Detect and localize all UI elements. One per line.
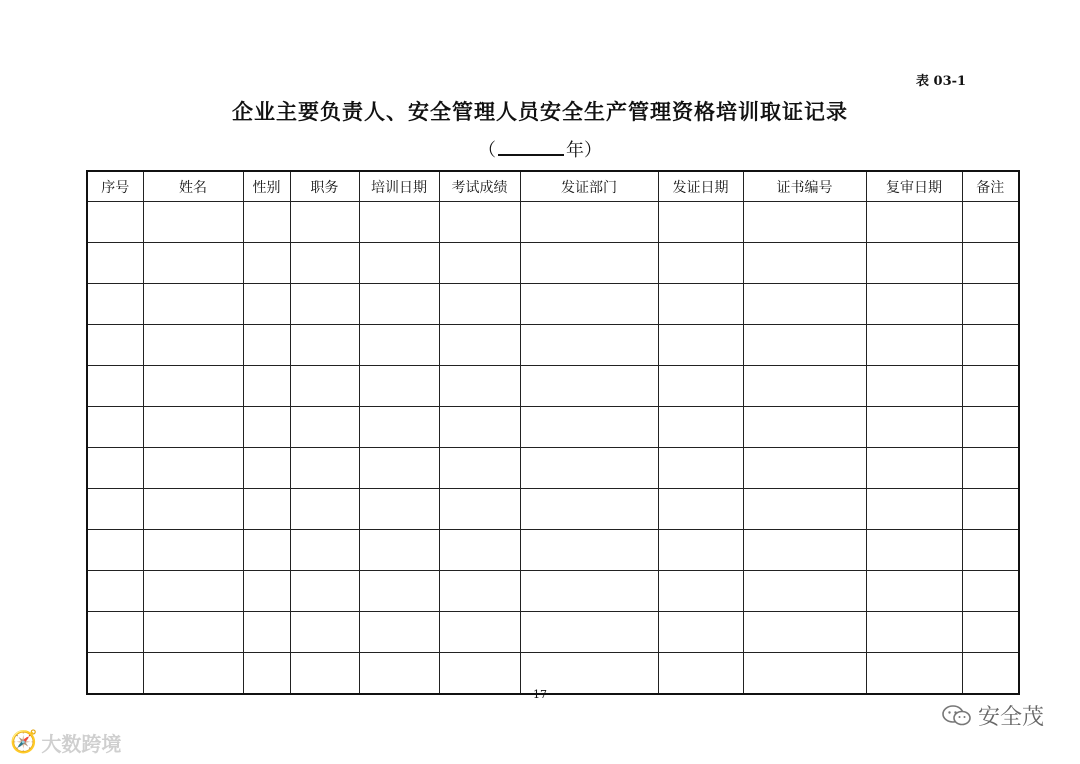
table-cell (520, 325, 658, 366)
table-cell (962, 325, 1019, 366)
table-cell (743, 243, 866, 284)
table-cell (290, 366, 359, 407)
table-row (87, 325, 1019, 366)
table-cell (290, 530, 359, 571)
table-cell (359, 612, 439, 653)
table-cell (658, 448, 743, 489)
table-cell (743, 366, 866, 407)
table-cell (520, 489, 658, 530)
table-cell (962, 243, 1019, 284)
table-cell (87, 571, 143, 612)
table-cell (866, 489, 962, 530)
table-row (87, 612, 1019, 653)
table-cell (290, 243, 359, 284)
table-cell (290, 284, 359, 325)
table-cell (143, 489, 243, 530)
year-suffix: 年） (566, 140, 602, 161)
table-cell (143, 202, 243, 243)
table-cell (359, 571, 439, 612)
table-cell (87, 448, 143, 489)
header-cell: 备注 (962, 171, 1019, 202)
table-cell (658, 202, 743, 243)
table-cell (243, 243, 290, 284)
table-cell (243, 530, 290, 571)
table-cell (87, 325, 143, 366)
table-cell (962, 448, 1019, 489)
table-cell (143, 571, 243, 612)
table-cell (243, 284, 290, 325)
year-open-paren: （ (478, 140, 496, 161)
table-cell (962, 489, 1019, 530)
table-cell (87, 407, 143, 448)
table-cell (520, 612, 658, 653)
table-cell (143, 530, 243, 571)
table-cell (658, 407, 743, 448)
table-cell (143, 612, 243, 653)
table-cell (658, 243, 743, 284)
table-cell (743, 284, 866, 325)
year-blank-field (498, 138, 564, 156)
table-cell (866, 202, 962, 243)
table-cell (290, 448, 359, 489)
table-cell (143, 407, 243, 448)
table-cell (87, 366, 143, 407)
header-cell: 考试成绩 (439, 171, 520, 202)
table-cell (243, 366, 290, 407)
table-row (87, 284, 1019, 325)
table-cell (866, 243, 962, 284)
table-cell (243, 489, 290, 530)
table-cell (743, 612, 866, 653)
table-cell (87, 612, 143, 653)
table-cell (658, 489, 743, 530)
table-cell (962, 407, 1019, 448)
table-cell (87, 530, 143, 571)
table-cell (658, 366, 743, 407)
document-title: 企业主要负责人、安全管理人员安全生产管理资格培训取证记录 (232, 99, 848, 124)
table-cell (290, 571, 359, 612)
header-cell: 序号 (87, 171, 143, 202)
table-cell (359, 407, 439, 448)
table-cell (866, 530, 962, 571)
table-row (87, 243, 1019, 284)
table-cell (866, 571, 962, 612)
table-row (87, 407, 1019, 448)
table-cell (658, 284, 743, 325)
table-cell (143, 325, 243, 366)
table-cell (359, 530, 439, 571)
table-cell (87, 284, 143, 325)
table-cell (962, 202, 1019, 243)
table-row (87, 571, 1019, 612)
table-cell (290, 612, 359, 653)
table-cell (743, 407, 866, 448)
table-cell (520, 366, 658, 407)
table-cell (439, 530, 520, 571)
table-cell (359, 202, 439, 243)
year-line (0, 136, 1080, 162)
table-cell (359, 366, 439, 407)
watermark-right (942, 700, 1044, 731)
header-cell: 证书编号 (743, 171, 866, 202)
table-cell (962, 284, 1019, 325)
wechat-icon (942, 705, 972, 727)
table-cell (243, 202, 290, 243)
table-cell (520, 284, 658, 325)
table-cell (243, 407, 290, 448)
table-cell (962, 530, 1019, 571)
table-cell (439, 612, 520, 653)
table-cell (962, 366, 1019, 407)
header-cell: 复审日期 (866, 171, 962, 202)
table-cell (658, 530, 743, 571)
table-cell (520, 571, 658, 612)
table-cell (243, 448, 290, 489)
table-cell (243, 571, 290, 612)
table-cell (143, 243, 243, 284)
table-cell (439, 202, 520, 243)
training-record-table (86, 170, 1020, 695)
table-cell (87, 489, 143, 530)
table-cell (866, 448, 962, 489)
watermark-right-text: 安全茂 (977, 705, 1044, 730)
table-cell (359, 243, 439, 284)
table-cell (743, 571, 866, 612)
table-cell (290, 202, 359, 243)
table-cell (143, 284, 243, 325)
table-cell (520, 530, 658, 571)
table-cell (359, 284, 439, 325)
table-cell (658, 571, 743, 612)
table-cell (866, 407, 962, 448)
table-row (87, 448, 1019, 489)
form-code: 表 03-1 (916, 74, 967, 89)
table-cell (520, 407, 658, 448)
table-cell (658, 325, 743, 366)
header-cell: 性别 (243, 171, 290, 202)
table-cell (866, 284, 962, 325)
header-cell: 发证日期 (658, 171, 743, 202)
table-cell (743, 489, 866, 530)
table-cell (359, 448, 439, 489)
table-cell (866, 612, 962, 653)
table-cell (359, 489, 439, 530)
table-cell (243, 325, 290, 366)
table-cell (743, 530, 866, 571)
header-cell: 培训日期 (359, 171, 439, 202)
table-cell (743, 448, 866, 489)
table-cell (359, 325, 439, 366)
watermark-left (10, 728, 121, 757)
table-body (87, 202, 1019, 695)
watermark-left-text: 大数跨境 (41, 732, 122, 756)
table-cell (243, 612, 290, 653)
header-cell: 姓名 (143, 171, 243, 202)
header-cell: 发证部门 (520, 171, 658, 202)
table-cell (866, 366, 962, 407)
page-number: 17 (533, 688, 547, 701)
table-cell (520, 243, 658, 284)
table-cell (290, 407, 359, 448)
dashuju-logo-icon: 🧭 (10, 730, 38, 755)
table-cell (87, 243, 143, 284)
table-cell (658, 612, 743, 653)
table-cell (520, 202, 658, 243)
table-cell (962, 571, 1019, 612)
table-cell (743, 202, 866, 243)
table-cell (87, 202, 143, 243)
table-cell (439, 489, 520, 530)
table-cell (743, 325, 866, 366)
table-cell (290, 325, 359, 366)
table-cell (143, 448, 243, 489)
header-cell: 职务 (290, 171, 359, 202)
table-cell (439, 571, 520, 612)
table-cell (143, 366, 243, 407)
table-row (87, 489, 1019, 530)
table-cell (962, 612, 1019, 653)
table-cell (439, 366, 520, 407)
table-cell (439, 243, 520, 284)
table-header-row (87, 171, 1019, 202)
table-cell (439, 325, 520, 366)
table-cell (439, 284, 520, 325)
table-row (87, 202, 1019, 243)
table-row (87, 366, 1019, 407)
table-cell (439, 407, 520, 448)
table-row (87, 530, 1019, 571)
table-cell (520, 448, 658, 489)
table-cell (866, 325, 962, 366)
table-cell (290, 489, 359, 530)
table-cell (439, 448, 520, 489)
